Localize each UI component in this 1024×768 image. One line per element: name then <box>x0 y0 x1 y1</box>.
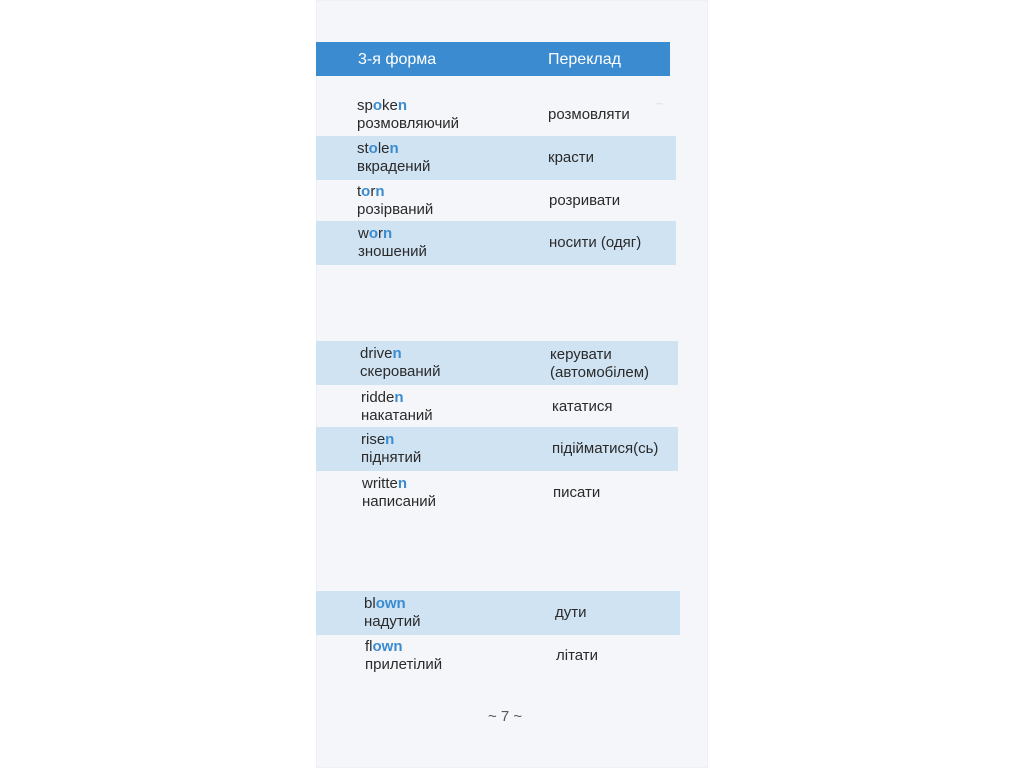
translation-line-1: керувати <box>550 346 612 363</box>
table-row <box>316 634 680 678</box>
participle-word: stolen <box>357 140 399 157</box>
ukrainian-participle: написаний <box>362 493 437 510</box>
verb-form <box>364 595 421 631</box>
translation: літати <box>556 647 599 664</box>
table-row <box>316 471 678 515</box>
participle-word: flown <box>365 638 403 655</box>
translation: дути <box>555 604 587 621</box>
table-row <box>316 385 678 429</box>
participle-word: written <box>362 475 408 492</box>
verb-form <box>360 345 440 381</box>
table-header <box>316 42 670 76</box>
ukrainian-participle: надутий <box>364 613 421 630</box>
verb-form <box>358 225 427 261</box>
translation: підійматися(сь) <box>552 440 659 457</box>
ukrainian-participle: вкрадений <box>357 158 431 175</box>
participle-word: torn <box>357 183 385 200</box>
ukrainian-participle: скерований <box>360 363 441 380</box>
translation: красти <box>548 149 594 166</box>
header-third-form: 3-я форма <box>358 51 437 68</box>
show-through-text: ~ <box>656 96 664 111</box>
table-row <box>316 427 678 471</box>
translation: розмовляти <box>548 106 630 123</box>
verb-form <box>365 638 442 674</box>
verb-form <box>361 431 421 467</box>
ukrainian-participle: накатаний <box>361 407 433 424</box>
table-row <box>316 179 676 223</box>
header-translation: Переклад <box>548 51 621 68</box>
translation: носити (одяг) <box>549 234 642 251</box>
book-page <box>316 0 708 768</box>
verb-form <box>357 140 430 176</box>
page-number: ~ 7 ~ <box>488 708 523 725</box>
table-row <box>316 93 676 137</box>
participle-word: worn <box>358 225 393 242</box>
translation: розривати <box>549 192 621 209</box>
ukrainian-participle: прилетілий <box>365 656 443 673</box>
participle-word: driven <box>360 345 402 362</box>
table-row <box>316 221 676 265</box>
table-row <box>316 136 676 180</box>
verb-form <box>357 97 459 133</box>
translation: писати <box>553 484 601 501</box>
ukrainian-participle: розірваний <box>357 201 434 218</box>
translation-line-2: (автомобілем) <box>550 364 650 381</box>
table-row <box>316 341 678 385</box>
ukrainian-participle: розмовляючий <box>357 115 460 132</box>
table-row <box>316 591 680 635</box>
verb-form <box>357 183 433 219</box>
participle-word: blown <box>364 595 406 612</box>
ukrainian-participle: піднятий <box>361 449 422 466</box>
ukrainian-participle: зношений <box>358 243 427 260</box>
verb-form <box>362 475 436 511</box>
translation: кататися <box>552 398 613 415</box>
participle-word: ridden <box>361 389 404 406</box>
translation <box>550 346 649 382</box>
verb-form <box>361 389 433 425</box>
participle-word: spoken <box>357 97 408 114</box>
participle-word: risen <box>361 431 395 448</box>
